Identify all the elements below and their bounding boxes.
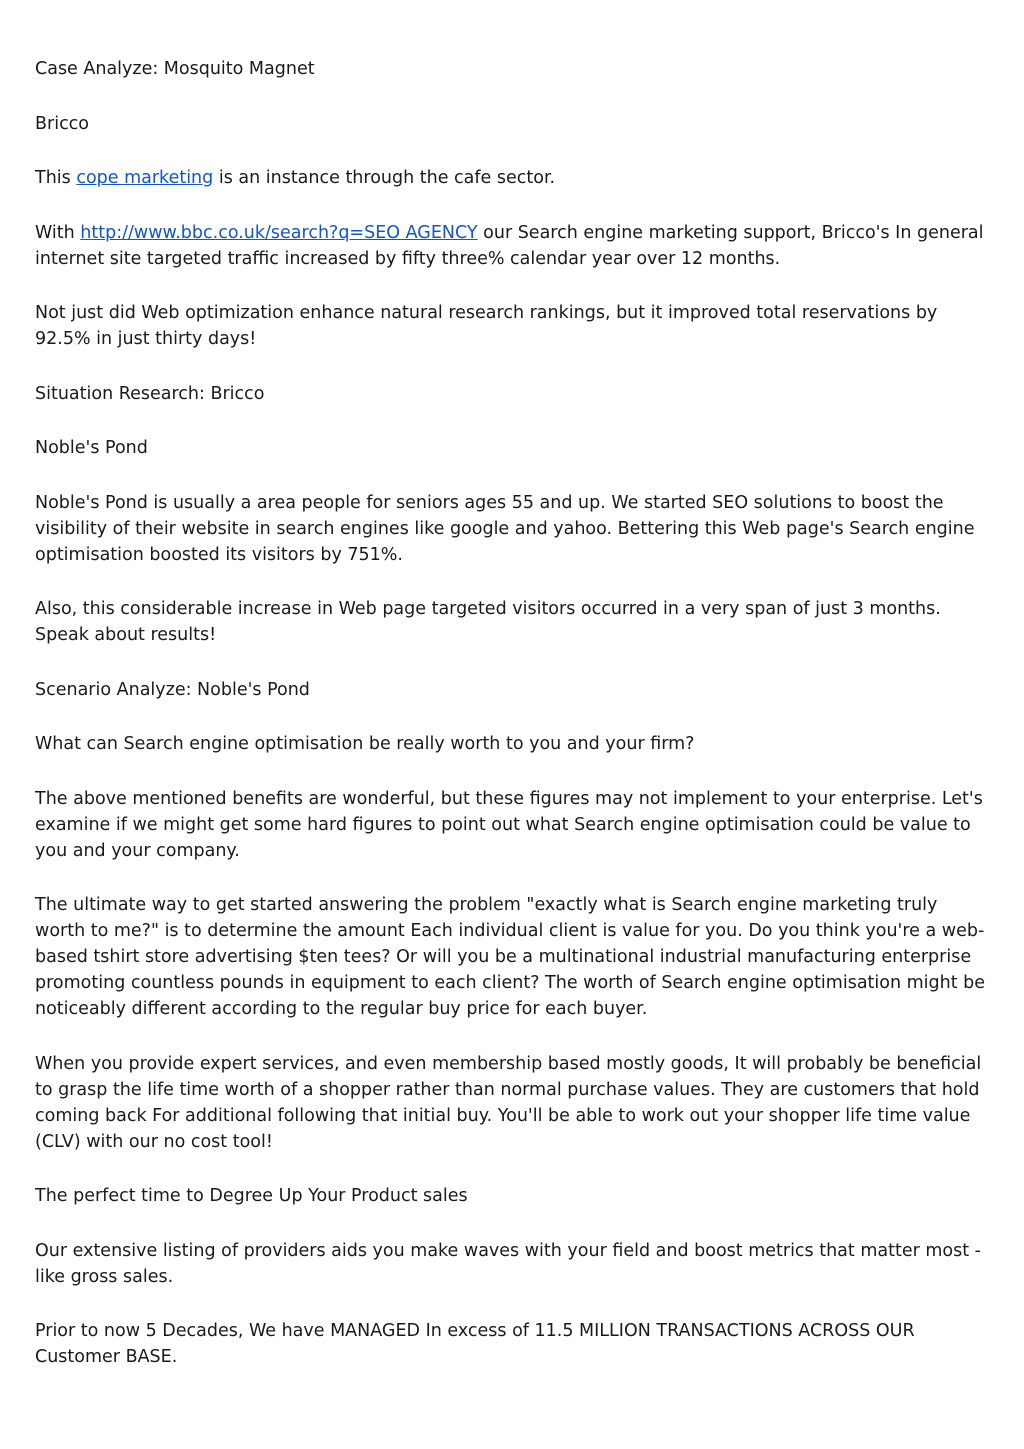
case-title-mosquito-magnet: Case Analyze: Mosquito Magnet [35, 59, 315, 79]
traffic-text-before: With [35, 222, 81, 243]
worth-question: What can Search engine optimisation be really worth to you and your firm? [35, 734, 695, 754]
section-label-bricco: Bricco [35, 113, 90, 134]
cope-marketing-link[interactable]: cope marketing [76, 168, 214, 188]
intro-text-before: This [35, 168, 77, 188]
level-up-heading: The perfect time to Degree Up Your Product sales [35, 1186, 468, 1206]
expert-services-paragraph: When you provide expert services, and even membership based mostly goods, It will probably be beneficial to grasp the life time worth of a shopper rather than normal purchase values. They are customers that hold coming back For additional following that initial buy. You'll be able to work out your shopper life time value (CLV) with our no cost tool! [35, 1053, 982, 1152]
section-label-nobles-pond: Noble's Pond [35, 438, 148, 458]
traffic-text-after: our Search engine marketing support, Bricco's In general internet site targeted traffic increased by fifty three% calendar year over 12 months. [35, 222, 984, 269]
nobles-pond-paragraph: Noble's Pond is usually a area people for seniors ages 55 and up. We started SEO solutions to boost the visibility of their website in search engines like google and yahoo. Bettering this Web page's Search engine optimisation boosted its visitors by 751%. [35, 492, 975, 565]
bbc-search-link[interactable]: http://www.bbc.co.uk/search?q=SEO AGENCY [80, 222, 478, 243]
benefits-paragraph: The above mentioned benefits are wonderful, but these figures may not implement to your enterprise. Let's examine if we might get some hard figures to point out what Search engine optimisation could be value to you and your company. [35, 788, 983, 861]
results-paragraph: Also, this considerable increase in Web page targeted visitors occurred in a very span of just 3 months. Speak about results! [35, 599, 941, 645]
ultimate-way-paragraph: The ultimate way to get started answering the problem "exactly what is Search engine marketing truly worth to me?" is to determine the amount Each individual client is value for you. Do you think you're a web-based tshirt store advertising $ten tees? Or will you be a multinational industrial manufacturing enterprise promoting countless pounds in equipment to each client? The worth of Search engine optimisation might be noticeably different according to the regular buy price for each buyer. [35, 895, 986, 1019]
situation-research-bricco: Situation Research: Bricco [35, 383, 265, 404]
providers-paragraph: Our extensive listing of providers aids you make waves with your field and boost metrics that matter most - like gross sales. [35, 1240, 981, 1287]
intro-text-after: is an instance through the cafe sector. [213, 168, 556, 188]
intro-paragraph [35, 165, 993, 191]
scenario-analyze-nobles-pond: Scenario Analyze: Noble's Pond [35, 679, 310, 700]
document-body [35, 56, 993, 1399]
reservations-paragraph: Not just did Web optimization enhance natural research rankings, but it improved total reservations by 92.5% in just thirty days! [35, 303, 938, 349]
transactions-paragraph: Prior to now 5 Decades, We have MANAGED In excess of 11.5 MILLION TRANSACTIONS ACROSS OUR Customer BASE. [35, 1321, 915, 1367]
traffic-paragraph [35, 220, 993, 272]
